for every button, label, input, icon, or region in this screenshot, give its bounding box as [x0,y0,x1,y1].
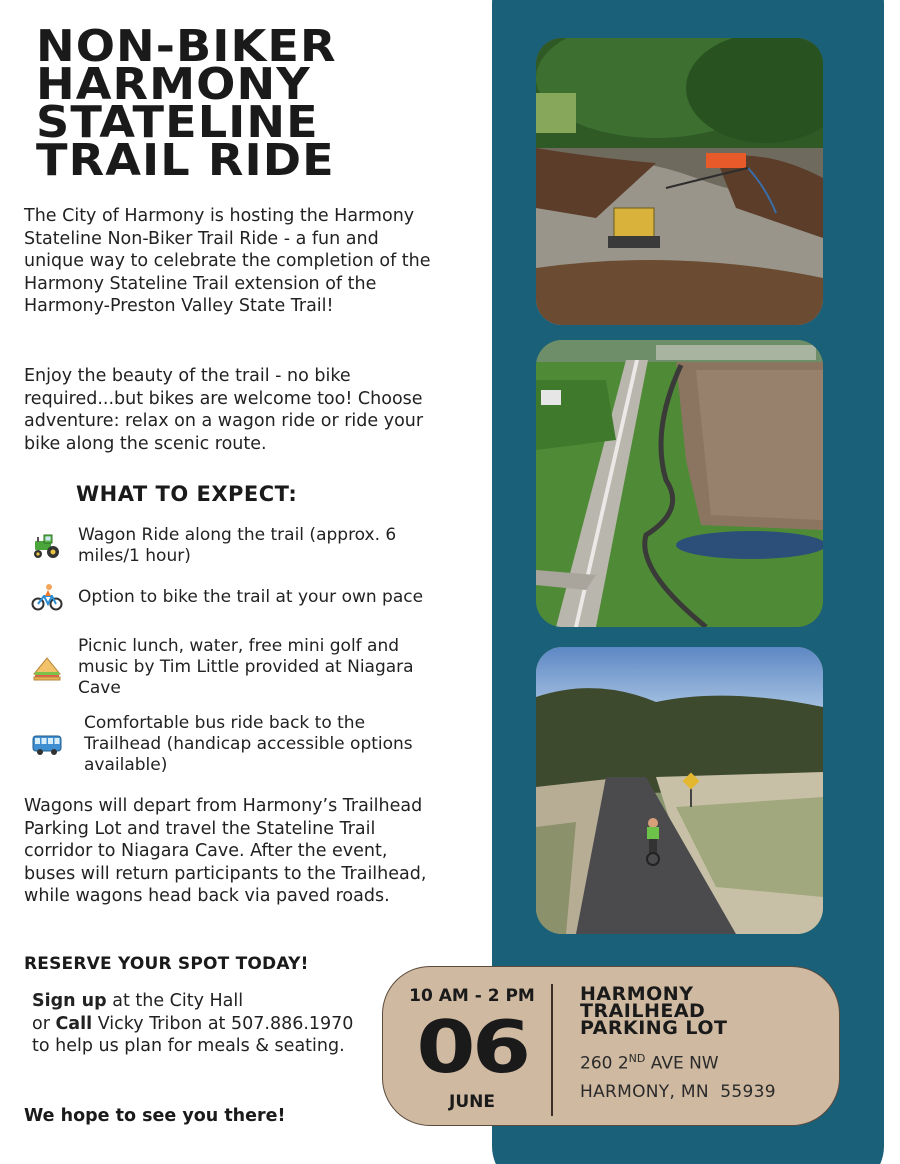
title-line-3: STATELINE [36,97,319,148]
address-street-name: AVE NW [645,1053,719,1074]
event-day: 06 [416,1005,528,1089]
title-line-4: TRAIL RIDE [36,135,335,186]
bus-icon [30,728,64,762]
event-month: JUNE [449,1092,495,1112]
title-line-2: HARMONY [36,59,311,110]
expect-item-text: Picnic lunch, water, free mini golf and music by Tim Little provided at Niagara Cave [78,636,414,698]
location-line-3: PARKING LOT [580,1017,728,1039]
location-line-1: HARMONY [580,983,694,1005]
aerial-trail-photo [536,340,823,627]
construction-photo [536,38,823,325]
address-street [580,1052,719,1074]
event-location [580,983,820,1039]
reserve-heading: RESERVE YOUR SPOT TODAY! [24,954,309,974]
expect-item-lunch [30,636,430,699]
expect-item-wagon [30,525,430,567]
address-city: HARMONY, MN 55939 [580,1082,776,1102]
sandwich-icon [30,651,64,685]
closing-line: We hope to see you there! [24,1106,286,1126]
signup-bold: Sign up [32,991,107,1011]
signup-paragraph [32,990,362,1058]
what-to-expect-heading: WHAT TO EXPECT: [76,482,298,506]
page-title [36,21,477,186]
intro-paragraph: The City of Harmony is hosting the Harmony Stateline Non-Biker Trail Ride - a fun and unique way to celebrate the completion of the Harmony Stateline Trail extension of the Harmony-Preston Valley State Trail! [24,206,431,316]
expect-item-text: Option to bike the trail at your own pace [78,586,424,607]
event-time: 10 AM - 2 PM [409,986,535,1006]
location-line-2: TRAILHEAD [580,1000,706,1022]
tractor-icon [30,529,64,563]
enjoy-paragraph: Enjoy the beauty of the trail - no bike required...but bikes are welcome too! Choose adventure: relax on a wagon ride or ride your bike along the scenic route. [24,366,424,454]
signup-or: or [32,1013,56,1034]
call-rest: Vicky Tribon at 507.886.1970 to help us plan for meals & seating. [32,1013,354,1056]
address-number: 260 2 [580,1053,629,1074]
address-suffix: ND [628,1052,646,1065]
expect-item-text: Comfortable bus ride back to the Trailhead (handicap accessible options available) [84,713,413,775]
cyclist-trail-photo [536,647,823,934]
expect-item-bike [30,580,430,614]
expect-item-bus [30,713,430,776]
title-line-1: NON-BIKER [36,21,337,72]
departure-paragraph: Wagons will depart from Harmony’s Trailhead Parking Lot and travel the Stateline Trail corridor to Niagara Cave. After the event, buses will return participants to the Trailhead, while wagons head back via paved roads. [24,796,427,906]
bicyclist-icon [30,580,64,614]
signup-rest: at the City Hall [106,991,244,1011]
call-bold: Call [55,1013,93,1034]
info-divider [551,984,553,1116]
expect-item-text: Wagon Ride along the trail (approx. 6 miles/1 hour) [78,525,397,566]
